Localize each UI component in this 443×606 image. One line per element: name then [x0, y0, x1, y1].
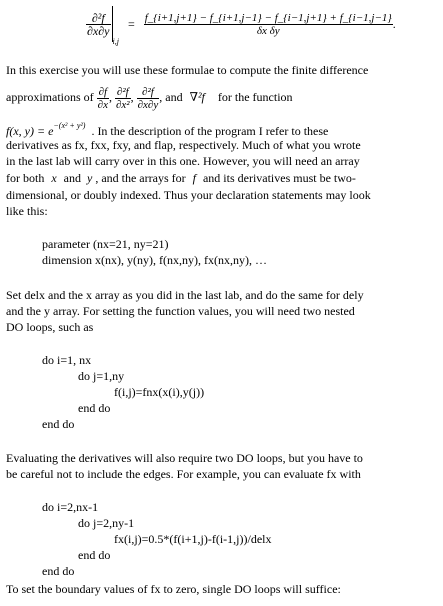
loop1-line3: f(i,j)=fnx(x(i),y(j)) — [114, 385, 205, 399]
p1l3-c: , and the arrays for — [95, 171, 186, 185]
lhs-fraction — [86, 12, 111, 37]
loop2-line1: do i=2,nx-1 — [42, 500, 99, 514]
para1-line2: in the last lab will carry over in this one. However, you will need an array — [6, 154, 360, 168]
final-line: To set the boundary values of fx to zero, single DO loops will suffice: — [6, 582, 341, 596]
d1-numerator: ∂f — [98, 85, 108, 98]
d2-numerator: ∂²f — [116, 85, 129, 98]
para2-line1: Set delx and the x array as you did in the last lab, and do the same for dely — [6, 288, 364, 302]
equation-period: . — [392, 17, 396, 31]
lhs-numerator: ∂²f — [86, 12, 111, 25]
para1-line4: dimensional, or doubly indexed. Thus your declaration statements may look — [6, 188, 371, 202]
decl-line1: parameter (nx=21, ny=21) — [42, 237, 169, 251]
laplacian: ∇²f — [189, 90, 205, 104]
p1l3-a: for both — [6, 171, 45, 185]
function-def: f(x, y) = e — [6, 124, 54, 138]
approx-and: , and — [159, 90, 183, 104]
lhs-denominator: ∂x∂y — [87, 23, 110, 38]
para1-line3 — [6, 170, 438, 186]
d1-denominator: ∂x — [97, 98, 108, 111]
mixed-derivative — [137, 86, 160, 111]
approximations-line: approximations of $\frac{\partial f}{\partial x}$ , $\frac{\text{∂²f}}{\text{∂x²}}$ , $\frac{\text{∂²f}}{\partial x\partial y}$ , and ∇²f for the function — [6, 85, 293, 111]
approx-lead: approximations of — [6, 90, 94, 104]
second-derivative-x — [115, 86, 131, 111]
d2-denominator: ∂x² — [115, 98, 130, 111]
p1l3-d: and its derivatives must be two- — [202, 171, 356, 185]
first-derivative-x — [97, 86, 109, 111]
para3-line2: be careful not to include the edges. For example, you can evaluate fx with — [6, 467, 361, 481]
p1l3-f: f — [192, 171, 196, 185]
loop1-line2: do j=1,ny — [78, 369, 125, 383]
loop2-line4: end do — [78, 548, 111, 562]
equals-sign: = — [127, 17, 135, 31]
rhs-numerator: f_{i+1,j+1} − f_{i+1,j−1} − f_{i−1,j+1} + f_{i−1,j−1} — [144, 11, 392, 24]
para2-line2: and the y array. For setting the function values, you will need two nested — [6, 304, 355, 318]
rhs-denominator: δx δy — [256, 24, 280, 37]
loop2-line2: do j=2,ny-1 — [78, 516, 135, 530]
p1l3-y: y — [86, 171, 93, 185]
decl-line2: dimension x(nx), y(ny), f(nx,ny), fx(nx,ny), … — [42, 253, 267, 267]
approx-tail: for the function — [217, 90, 293, 104]
para1-line1: derivatives as fx, fxx, fxy, and flap, respectively. Much of what you wrote — [6, 138, 361, 152]
mixed-derivative-equation — [86, 6, 396, 48]
para3-line1: Evaluating the derivatives will also require two DO loops, but you have to — [6, 451, 363, 465]
loop2-line3: fx(i,j)=0.5*(f(i+1,j)-f(i-1,j))/delx — [114, 532, 272, 546]
intro-text: In this exercise you will use these formulae to compute the finite difference — [6, 63, 369, 77]
d3-denominator: ∂x∂y — [137, 98, 159, 111]
loop1-line5: end do — [42, 417, 75, 431]
para1-line5: like this: — [6, 204, 48, 218]
loop1-line1: do i=1, nx — [42, 353, 92, 367]
p1l3-b: and — [63, 171, 81, 185]
loop2-line5: end do — [42, 564, 75, 578]
para2-line3: DO loops, such as — [6, 320, 94, 334]
rhs-fraction — [144, 12, 393, 37]
p1l3-x: x — [51, 171, 57, 185]
d3-numerator: ∂²f — [137, 86, 160, 99]
lhs-subscript: i,j — [112, 37, 119, 47]
loop1-line4: end do — [78, 401, 111, 415]
function-rest: . In the description of the program I refer to these — [91, 124, 329, 138]
function-exponent: −(x² + y²) — [53, 121, 86, 130]
